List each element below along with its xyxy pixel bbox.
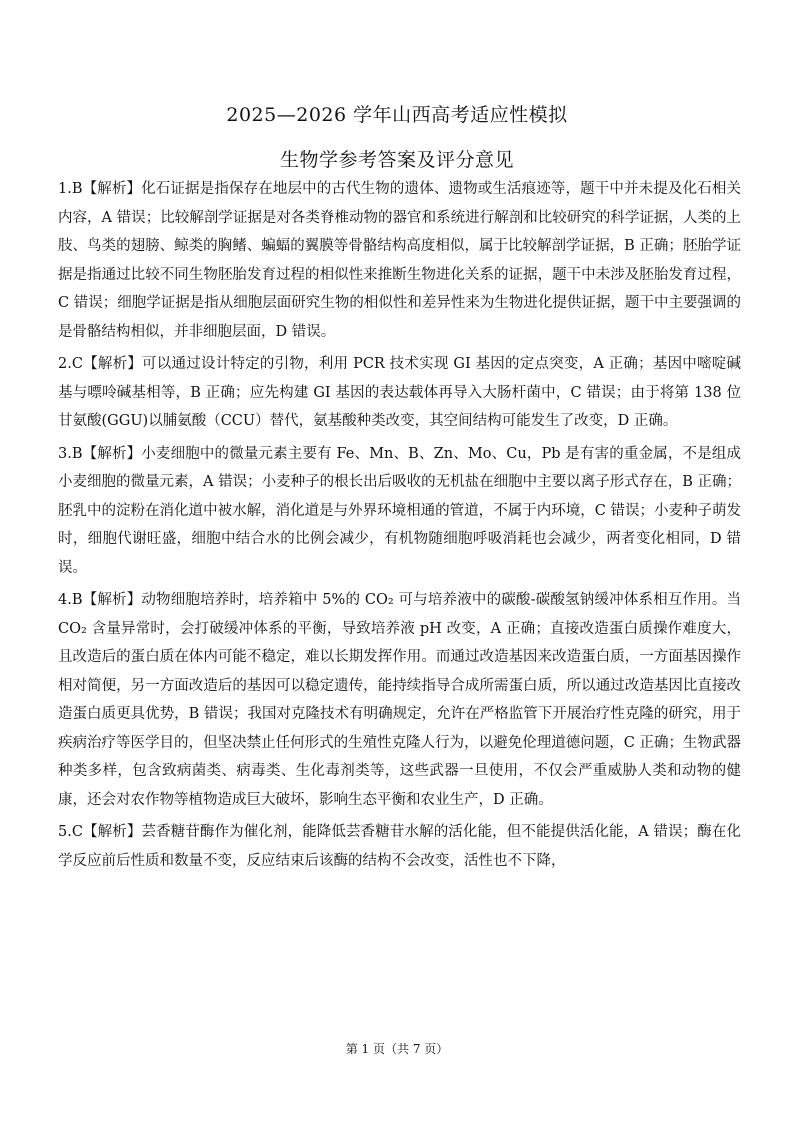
page-title: 2025—2026 学年山西高考适应性模拟: [226, 104, 568, 126]
answer-item-2: 2.C【解析】可以通过设计特定的引物，利用 PCR 技术实现 GI 基因的定点突变，A 正确；基因中嘧啶碱基与嘌呤碱基相等，B 正确；应先构建 GI 基因的表达载体再导入大肠杆菌中，C 错误；由于将第 138 位甘氨酸(GGU)以脯氨酸（CCU）替代，氨基酸种类改变，其空间结构可能发生了改变，D 正确。: [58, 356, 741, 429]
answer-item-5: 5.C【解析】芸香糖苷酶作为催化剂，能降低芸香糖苷水解的活化能，但不能提供活化能，A 错误；酶在化学反应前后性质和数量不变，反应结束后该酶的结构不会改变，活性也不下降，: [58, 824, 741, 869]
answer-item-4: 4.B【解析】动物细胞培养时，培养箱中 5%的 CO₂ 可与培养液中的碳酸-碳酸氢钠缓冲体系相互作用。当 CO₂ 含量异常时，会打破缓冲体系的平衡，导致培养液 pH 改变，A 正确；直接改造蛋白质操作难度大，且改造后的蛋白质在体内可能不稳定，难以长期发挥作用。而通过改造基因来改造蛋白质，一方面基因操作相对简便，另一方面改造后的基因可以稳定遗传，能持续指导合成所需蛋白质，所以通过改造基因比直接改造蛋白质更具优势，B 错误；我国对克隆技术有明确规定，允许在严格监管下开展治疗性克隆的研究，用于疾病治疗等医学目的，但坚决禁止任何形式的生殖性克隆人行为，以避免伦理道德问题，C 正确；生物武器种类多样，包含致病菌类、病毒类、生化毒剂类等，这些武器一旦使用，不仅会严重威胁人类和动物的健康，还会对农作物等植物造成巨大破坏，影响生态平衡和农业生产，D 正确。: [58, 592, 741, 808]
page-number: 第 1 页（共 7 页）: [345, 1042, 449, 1056]
page-subtitle: 生物学参考答案及评分意见: [279, 149, 514, 171]
answer-list: [58, 175, 741, 879]
answer-item-3: 3.B【解析】小麦细胞中的微量元素主要有 Fe、Mn、B、Zn、Mo、Cu，Pb 是有害的重金属，不是组成小麦细胞的微量元素，A 错误；小麦种子的根长出后吸收的无机盐在细胞中主要以离子形式存在，B 正确；胚乳中的淀粉在消化道中被水解，消化道是与外界环境相通的管道，不属于内环境，C 错误；小麦种子萌发时，细胞代谢旺盛，细胞中结合水的比例会减少，有机物随细胞呼吸消耗也会减少，两者变化相同，D 错误。: [58, 445, 741, 576]
answer-item-1: 1.B【解析】化石证据是指保存在地层中的古代生物的遗体、遗物或生活痕迹等，题干中并未提及化石相关内容，A 错误；比较解剖学证据是对各类脊椎动物的器官和系统进行解剖和比较研究的科学证据，人类的上肢、鸟类的翅膀、鲸类的胸鳍、蝙蝠的翼膜等骨骼结构高度相似，属于比较解剖学证据，B 正确；胚胎学证据是指通过比较不同生物胚胎发育过程的相似性来推断生物进化关系的证据，题干中未涉及胚胎发育过程，C 错误；细胞学证据是指从细胞层面研究生物的相似性和差异性来为生物进化提供证据，题干中主要强调的是骨骼结构相似，并非细胞层面，D 错误。: [58, 181, 741, 340]
